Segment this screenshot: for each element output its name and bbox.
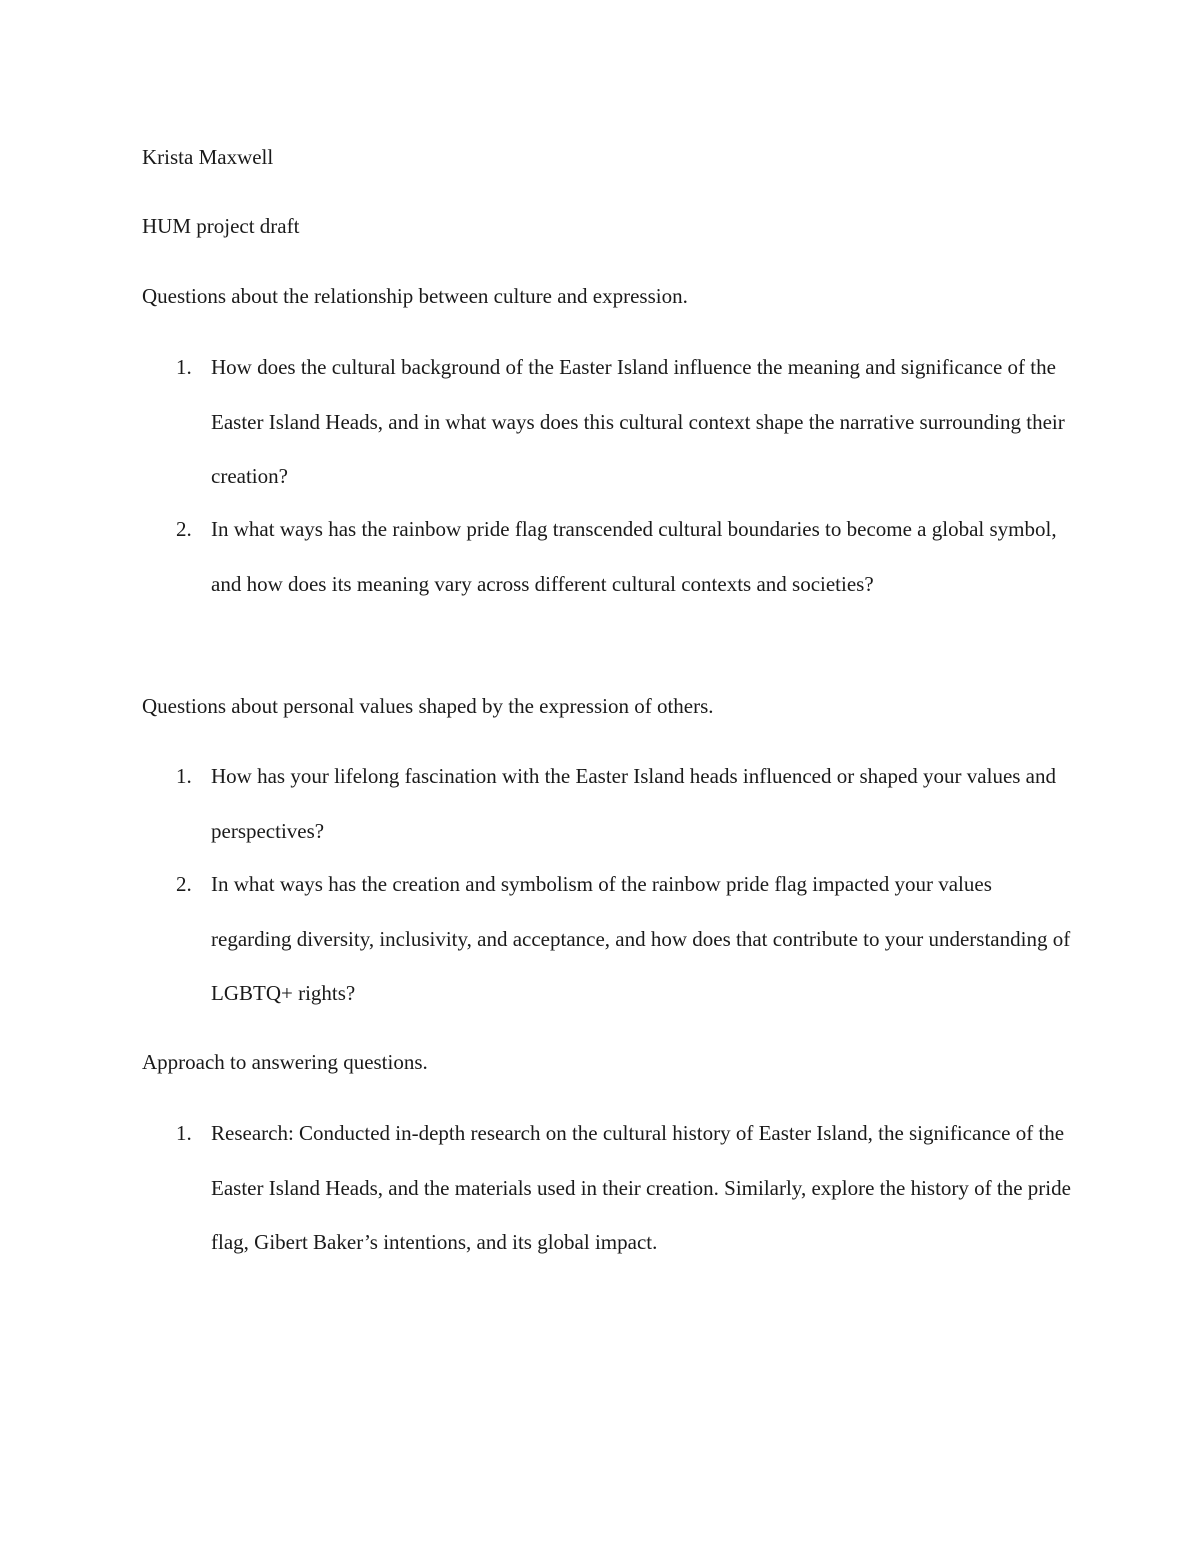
list-number: 1. [176,764,192,788]
list-number: 1. [176,355,192,379]
author-name: Krista Maxwell [142,145,274,169]
section-heading-approach: Approach to answering questions. [142,1050,428,1074]
section-heading-personal-values: Questions about personal values shaped by the expression of others. [142,694,714,718]
list-item-text: How does the cultural background of the Easter Island influence the meaning and significance of the Easter Island Heads, and in what ways does this cultural context shape the narrative surrounding their creation? [211,355,1065,488]
list-number: 1. [176,1121,192,1145]
list-item-text: How has your lifelong fascination with the Easter Island heads influenced or shaped your values and perspectives? [211,764,1057,843]
list-number: 2. [176,872,192,896]
document-title: HUM project draft [142,214,300,238]
list-item-text: Research: Conducted in-depth research on the cultural history of Easter Island, the significance of the Easter Island Heads, and the materials used in their creation. Similarly, explore the history of the pride flag, Gibert Baker’s intentions, and its global impact. [211,1121,1071,1254]
list-number: 2. [176,517,192,541]
list-item-text: In what ways has the creation and symbolism of the rainbow pride flag impacted your values regarding diversity, inclusivity, and acceptance, and how does that contribute to your understanding of LGBTQ+ rights? [211,872,1071,1005]
section-heading-culture-expression: Questions about the relationship between culture and expression. [142,284,688,308]
list-item-text: In what ways has the rainbow pride flag transcended cultural boundaries to become a global symbol, and how does its meaning vary across different cultural contexts and societies? [211,517,1057,596]
